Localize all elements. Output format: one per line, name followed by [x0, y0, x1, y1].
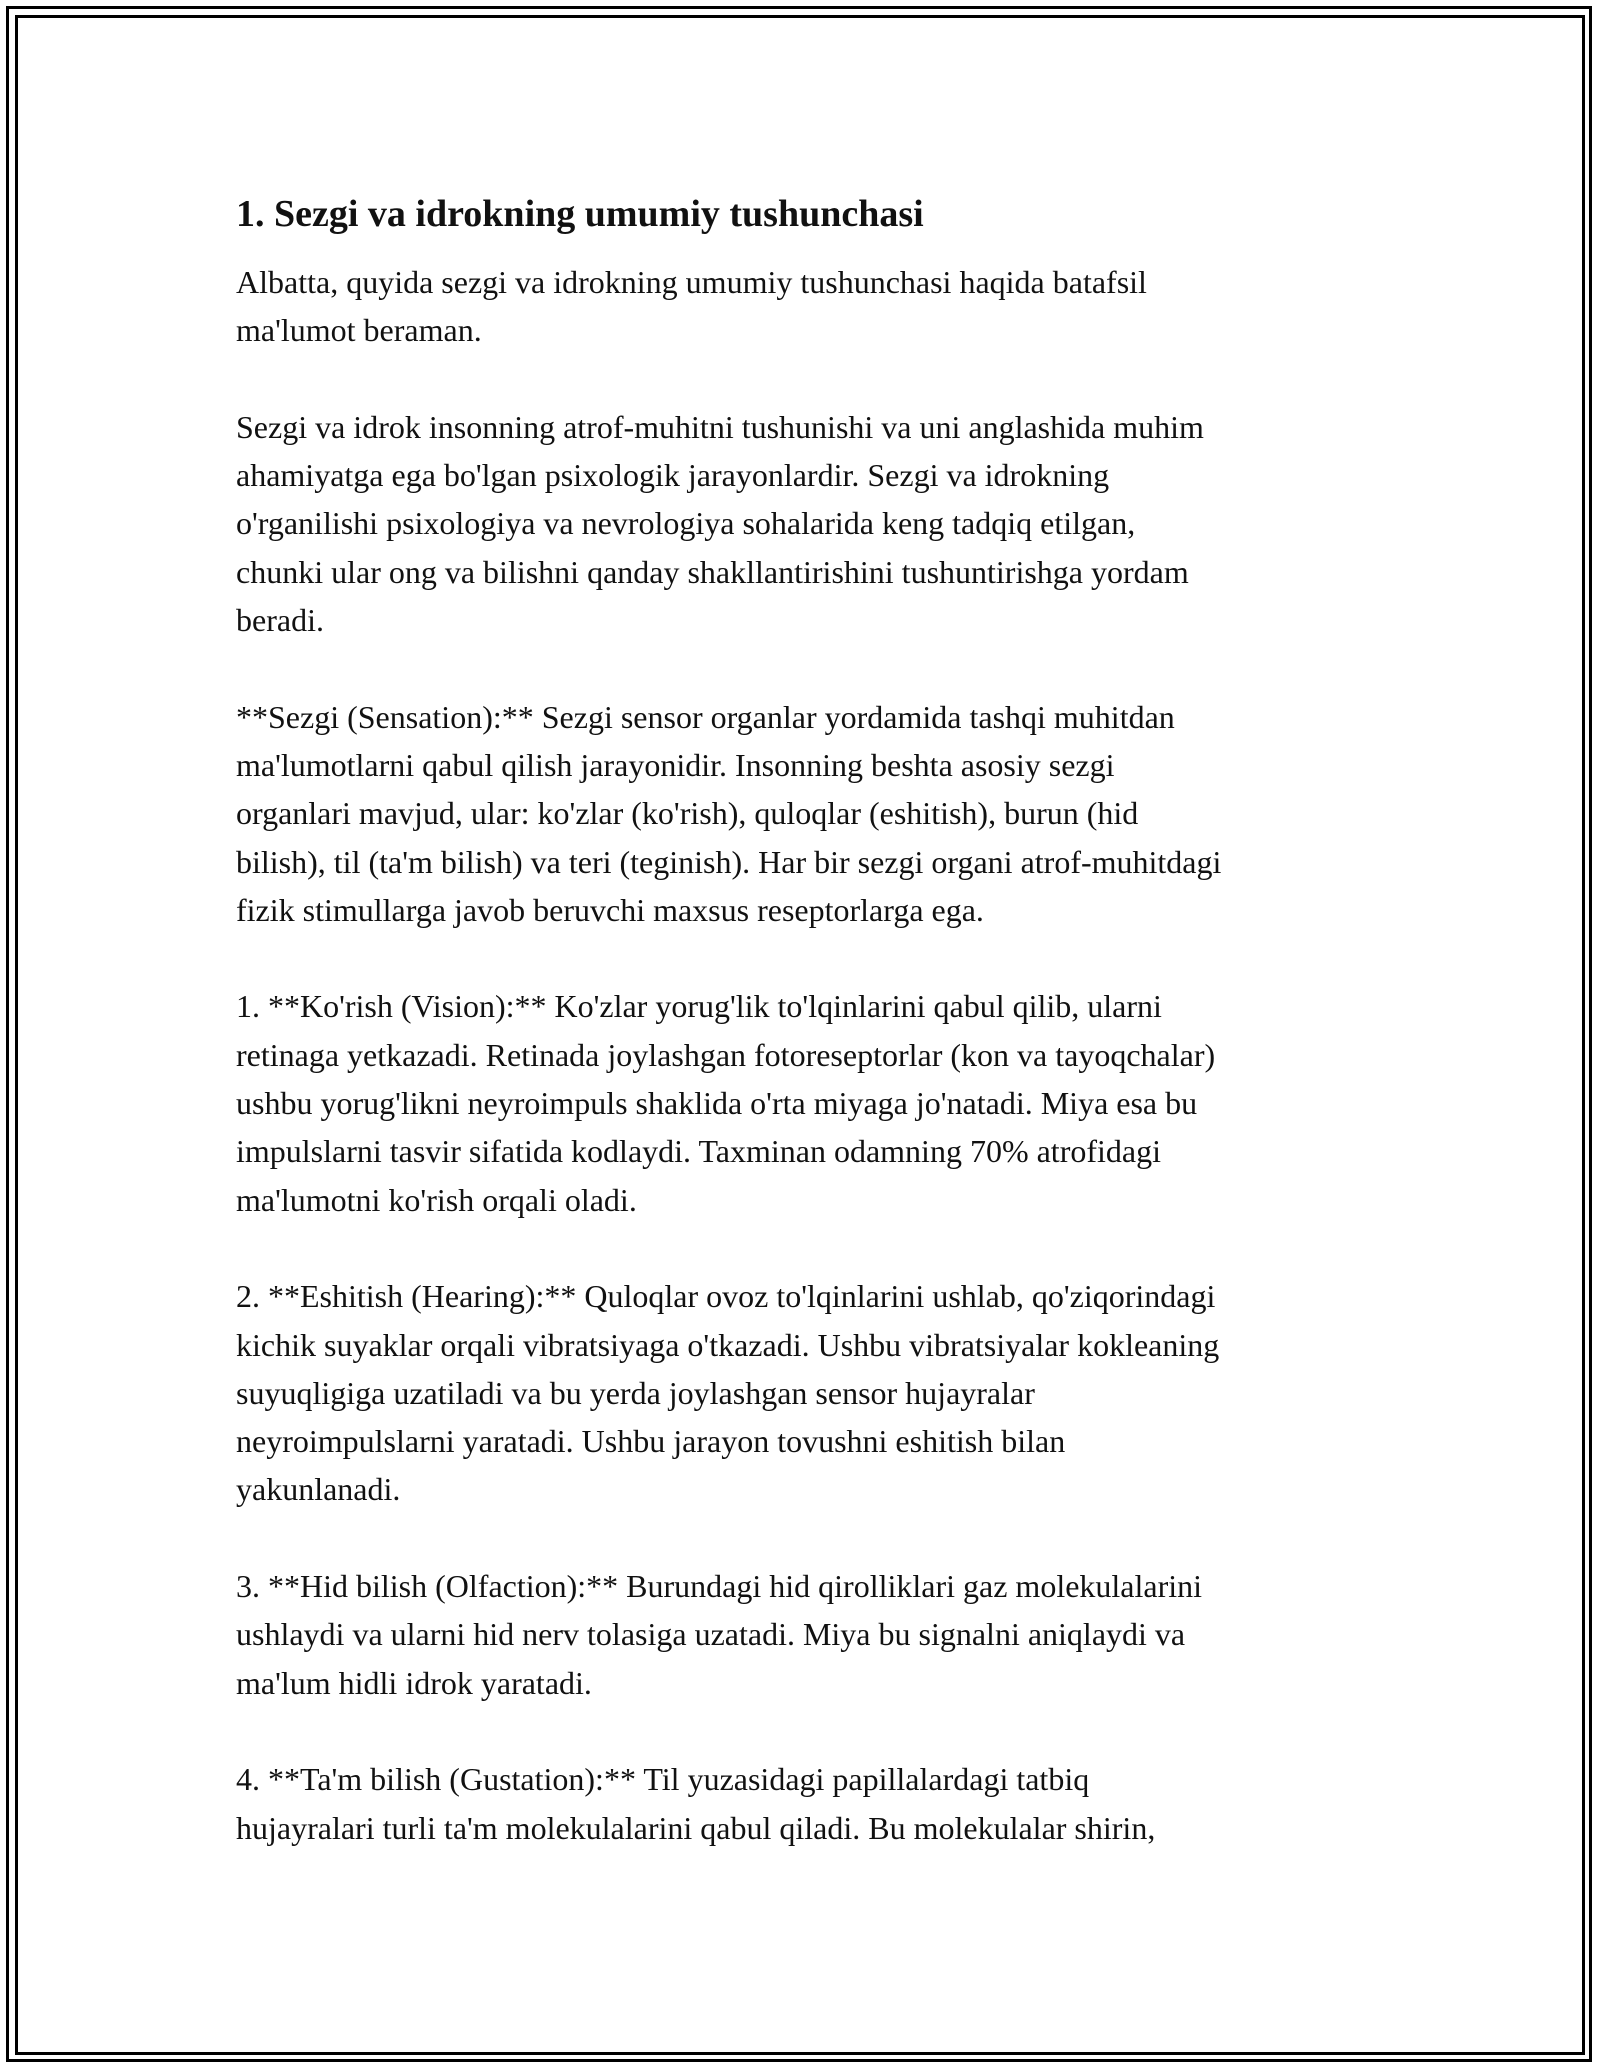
section-heading: 1. Sezgi va idrokning umumiy tushunchasi	[236, 193, 924, 235]
paragraph-vision: 1. **Ko'rish (Vision):** Ko'zlar yorug'lik to'lqinlarini qabul qilib, ularni retinaga yetkazadi. Retinada joylashgan fotoreseptorlar (kon va tayoqchalar) ushbu yorug'likni neyroimpuls shaklida o'rta miyaga jo'natadi. Miya esa bu impulslarni tasvir sifatida kodlaydi. Taxminan odamning 70% atrofidagi ma'lumotni ko'rish orqali oladi.	[236, 988, 1216, 1218]
paragraph-intro: Albatta, quyida sezgi va idrokning umumiy tushunchasi haqida batafsil ma'lumot beraman.	[236, 264, 1147, 349]
paragraph-hearing: 2. **Eshitish (Hearing):** Quloqlar ovoz to'lqinlarini ushlab, qo'ziqorindagi kichik suyaklar orqali vibratsiyaga o'tkazadi. Ushbu vibratsiyalar kokleaning suyuqligiga uzatiladi va bu yerda joylashgan sensor hujayralar neyroimpulslarni yaratadi. Ushbu jarayon tovushni eshitish bilan yakunlanadi.	[236, 1278, 1220, 1508]
paragraph-sensation: **Sezgi (Sensation):** Sezgi sensor organlar yordamida tashqi muhitdan ma'lumotlarni qabul qilish jarayonidir. Insonning beshta asosiy sezgi organlari mavjud, ular: ko'zlar (ko'rish), quloqlar (eshitish), burun (hid bilish), til (ta'm bilish) va teri (teginish). Har bir sezgi organi atrof-muhitdagi fizik stimullarga javob beruvchi maxsus reseptorlarga ega.	[236, 698, 1222, 928]
paragraph-olfaction: 3. **Hid bilish (Olfaction):** Burundagi hid qirolliklari gaz molekulalarini ushlaydi va ularni hid nerv tolasiga uzatadi. Miya bu signalni aniqlaydi va ma'lum hidli idrok yaratadi.	[236, 1568, 1203, 1701]
document-body	[236, 182, 1386, 1900]
paragraph-gustation: 4. **Ta'm bilish (Gustation):** Til yuzasidagi papillalardagi tatbiq hujayralari turli ta'm molekulalarini qabul qiladi. Bu molekulalar shirin,	[236, 1761, 1156, 1846]
paragraph-overview: Sezgi va idrok insonning atrof-muhitni tushunishi va uni anglashida muhim ahamiyatga ega bo'lgan psixologik jarayonlardir. Sezgi va idrokning o'rganilishi psixologiya va nevrologiya sohalarida keng tadqiq etilgan, chunki ular ong va bilishni qanday shakllantirishini tushuntirishga yordam beradi.	[236, 408, 1204, 639]
